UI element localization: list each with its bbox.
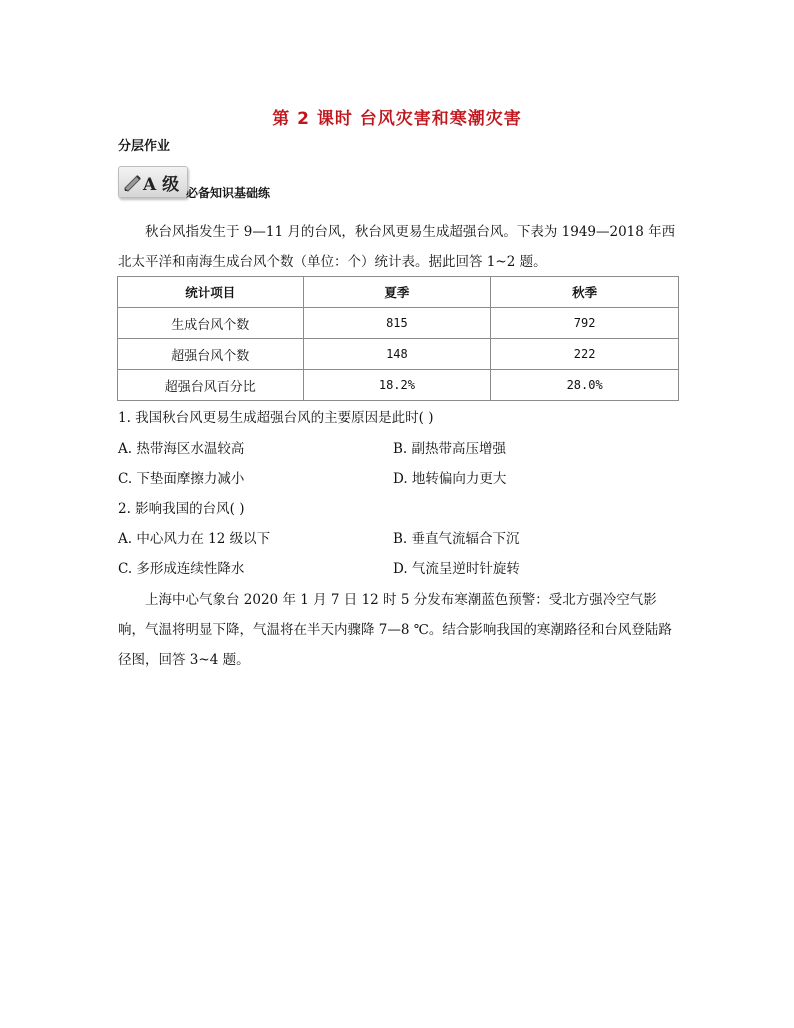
table-cell: 792 — [491, 308, 679, 339]
passage-intro: 秋台风指发生于 9—11 月的台风，秋台风更易生成超强台风。下表为 1949—2018 年西北太平洋和南海生成台风个数（单位：个）统计表。据此回答 1~2 题。 — [118, 224, 676, 270]
table-header-row — [118, 277, 679, 308]
question-1-option-a: A. 热带海区水温较高 — [118, 441, 245, 457]
question-2-option-d: D. 气流呈逆时针旋转 — [393, 561, 520, 577]
level-header — [118, 166, 318, 200]
question-1-option-d: D. 地转偏向力更大 — [393, 471, 507, 487]
table-cell: 超强台风个数 — [118, 339, 304, 370]
question-2-option-c: C. 多形成连续性降水 — [118, 561, 245, 577]
table-row — [118, 339, 679, 370]
question-2-option-a: A. 中心风力在 12 级以下 — [118, 531, 271, 547]
table-cell: 28.0% — [491, 370, 679, 401]
table-row — [118, 370, 679, 401]
table-header-cell: 夏季 — [303, 277, 491, 308]
question-2-option-b: B. 垂直气流辐合下沉 — [393, 531, 520, 547]
question-2-stem: 2. 影响我国的台风( ) — [118, 501, 245, 517]
table-cell: 815 — [303, 308, 491, 339]
level-badge-label: A 级 — [143, 175, 180, 195]
level-badge — [118, 166, 188, 198]
table-cell: 超强台风百分比 — [118, 370, 304, 401]
question-1-option-c: C. 下垫面摩擦力减小 — [118, 471, 245, 487]
pencil-icon — [122, 172, 144, 194]
table-cell: 148 — [303, 339, 491, 370]
question-1-stem: 1. 我国秋台风更易生成超强台风的主要原因是此时( ) — [118, 410, 434, 426]
table-header-cell: 秋季 — [491, 277, 679, 308]
passage-cold-wave: 上海中心气象台 2020 年 1 月 7 日 12 时 5 分发布寒潮蓝色预警：受北方强冷空气影响，气温将明显下降，气温将在半天内骤降 7—8 ℃。结合影响我国的寒潮路径和台风登陆路径图，回答 3~4 题。 — [118, 592, 672, 668]
table-cell: 生成台风个数 — [118, 308, 304, 339]
question-1-option-b: B. 副热带高压增强 — [393, 441, 507, 457]
table-cell: 222 — [491, 339, 679, 370]
table-cell: 18.2% — [303, 370, 491, 401]
table-row — [118, 308, 679, 339]
page-title: 第 2 课时 台风灾害和寒潮灾害 — [272, 109, 522, 129]
section-label: 分层作业 — [118, 139, 171, 154]
level-subtitle: 必备知识基础练 — [186, 186, 271, 200]
typhoon-stats-table — [117, 276, 679, 401]
table-header-cell: 统计项目 — [118, 277, 304, 308]
